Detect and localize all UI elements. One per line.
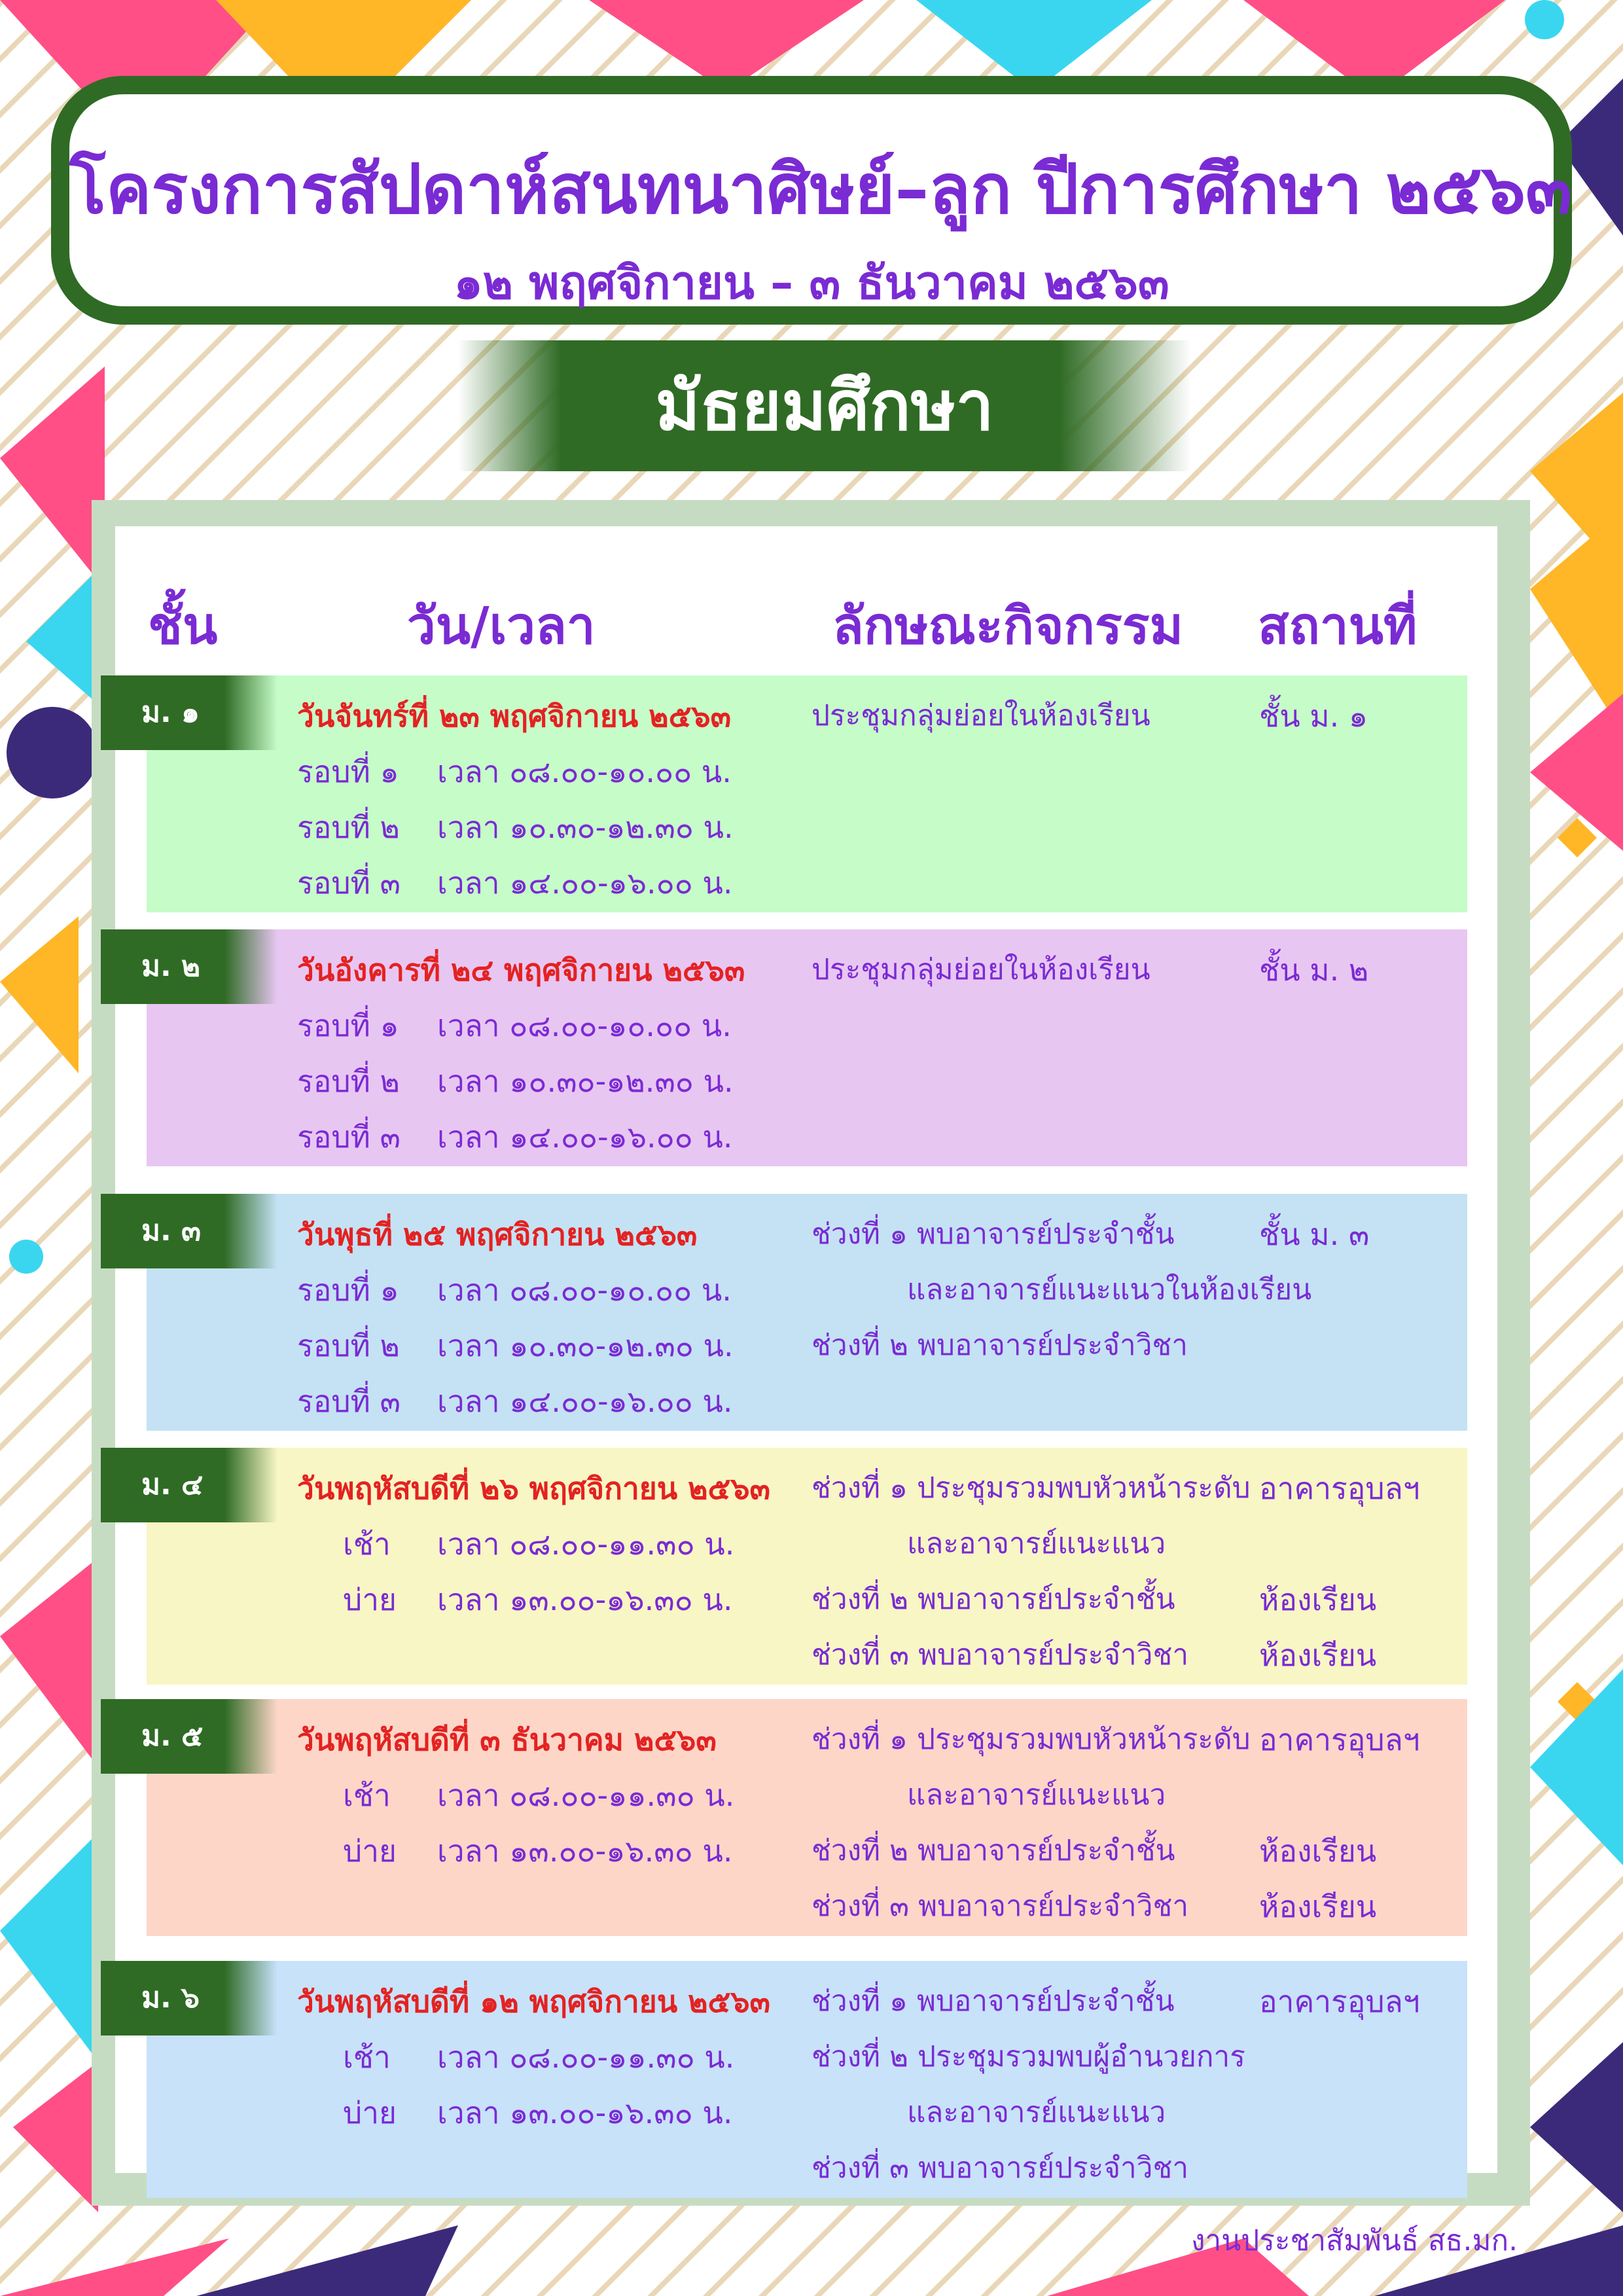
schedule-row <box>141 1961 1467 2198</box>
activity-place: ชั้น ม. ๒ <box>1259 952 1369 988</box>
row-date: วันจันทร์ที่ ๒๓ พฤศจิกายน ๒๕๖๓ <box>297 698 732 734</box>
session-label: รอบที่ ๑ <box>297 1272 399 1308</box>
grade-tag: ม. ๓ <box>101 1194 277 1268</box>
activity-text: ช่วงที่ ๑ พบอาจารย์ประจำชั้น <box>812 1984 1175 2018</box>
session-label: เช้า <box>343 1778 391 1813</box>
column-header-activity: ลักษณะกิจกรรม <box>832 597 1184 656</box>
grade-tag: ม. ๕ <box>101 1699 277 1774</box>
schedule-row <box>141 929 1467 1166</box>
page-title: โครงการสัปดาห์สนทนาศิษย์–ลูก ปีการศึกษา ๒๕๖๓ <box>69 149 1573 229</box>
session-time: เวลา ๐๘.๐๐-๑๑.๓๐ น. <box>437 1778 735 1813</box>
session-time: เวลา ๑๔.๐๐-๑๖.๐๐ น. <box>437 1119 733 1155</box>
level-banner: มัธยมศึกษา <box>458 340 1191 471</box>
date-range: ๑๒ พฤศจิกายน – ๓ ธันวาคม ๒๕๖๓ <box>454 256 1169 310</box>
schedule-row <box>141 1194 1467 1431</box>
activity-place: อาคารอุบลฯ <box>1259 1984 1420 2019</box>
schedule-row <box>141 1448 1467 1685</box>
activity-text: ช่วงที่ ๓ พบอาจารย์ประจำวิชา <box>812 2151 1189 2185</box>
activity-text: ช่วงที่ ๓ พบอาจารย์ประจำวิชา <box>812 1638 1189 1672</box>
session-time: เวลา ๐๘.๐๐-๑๐.๐๐ น. <box>437 1272 732 1308</box>
session-label: รอบที่ ๑ <box>297 754 399 789</box>
activity-text: และอาจารย์แนะแนว <box>907 1778 1166 1812</box>
session-time: เวลา ๐๘.๐๐-๑๑.๓๐ น. <box>437 1526 735 1562</box>
activity-text: ประชุมกลุ่มย่อยในห้องเรียน <box>812 699 1150 732</box>
activity-place: ห้องเรียน <box>1259 1638 1377 1673</box>
activity-text: ช่วงที่ ๑ ประชุมรวมพบหัวหน้าระดับ <box>812 1471 1251 1505</box>
session-label: รอบที่ ๑ <box>297 1008 399 1043</box>
session-time: เวลา ๑๓.๐๐-๑๖.๓๐ น. <box>437 1582 733 1617</box>
activity-text: ช่วงที่ ๑ พบอาจารย์ประจำชั้น <box>812 1217 1175 1251</box>
title-box <box>51 76 1572 325</box>
activity-place: ห้องเรียน <box>1259 1889 1377 1924</box>
session-label: รอบที่ ๓ <box>297 1119 401 1155</box>
activity-text: ประชุมกลุ่มย่อยในห้องเรียน <box>812 953 1150 986</box>
grade-tag: ม. ๖ <box>101 1961 277 2036</box>
row-date: วันพฤหัสบดีที่ ๓ ธันวาคม ๒๕๖๓ <box>297 1722 717 1757</box>
activity-place: อาคารอุบลฯ <box>1259 1722 1420 1757</box>
column-header-grade: ชั้น <box>148 597 218 656</box>
activity-text: ช่วงที่ ๒ ประชุมรวมพบผู้อำนวยการ <box>812 2040 1245 2073</box>
activity-place: ชั้น ม. ๓ <box>1259 1217 1370 1252</box>
activity-place: ห้องเรียน <box>1259 1582 1377 1617</box>
grade-tag: ม. ๒ <box>101 929 277 1004</box>
activity-place: อาคารอุบลฯ <box>1259 1471 1420 1506</box>
activity-text: ช่วงที่ ๒ พบอาจารย์ประจำวิชา <box>812 1329 1188 1362</box>
session-time: เวลา ๑๔.๐๐-๑๖.๐๐ น. <box>437 865 733 901</box>
session-time: เวลา ๑๓.๐๐-๑๖.๓๐ น. <box>437 1833 733 1869</box>
row-date: วันอังคารที่ ๒๔ พฤศจิกายน ๒๕๖๓ <box>297 952 745 988</box>
session-label: รอบที่ ๒ <box>297 1328 400 1363</box>
schedule-row <box>141 1699 1467 1936</box>
session-time: เวลา ๑๐.๓๐-๑๒.๓๐ น. <box>437 810 734 845</box>
column-header-place: สถานที่ <box>1258 597 1418 656</box>
footer-credit: งานประชาสัมพันธ์ สธ.มก. <box>1191 2224 1518 2257</box>
schedule-frame <box>92 500 1530 2206</box>
session-time: เวลา ๑๓.๐๐-๑๖.๓๐ น. <box>437 2095 733 2130</box>
session-label: บ่าย <box>343 1582 397 1617</box>
session-label: รอบที่ ๒ <box>297 1064 400 1099</box>
session-time: เวลา ๐๘.๐๐-๑๐.๐๐ น. <box>437 754 732 789</box>
session-label: เช้า <box>343 2039 391 2075</box>
session-time: เวลา ๑๐.๓๐-๑๒.๓๐ น. <box>437 1328 734 1363</box>
schedule-row <box>141 675 1467 912</box>
session-label: รอบที่ ๓ <box>297 865 401 901</box>
schedule-table <box>115 526 1497 2185</box>
session-label: รอบที่ ๒ <box>297 810 400 845</box>
activity-text: ช่วงที่ ๓ พบอาจารย์ประจำวิชา <box>812 1890 1189 1923</box>
row-date: วันพุธที่ ๒๕ พฤศจิกายน ๒๕๖๓ <box>297 1217 698 1252</box>
row-date: วันพฤหัสบดีที่ ๒๖ พฤศจิกายน ๒๕๖๓ <box>297 1471 770 1506</box>
row-date: วันพฤหัสบดีที่ ๑๒ พฤศจิกายน ๒๕๖๓ <box>297 1984 770 2019</box>
activity-text: และอาจารย์แนะแนว <box>907 2096 1166 2129</box>
activity-text: ช่วงที่ ๒ พบอาจารย์ประจำชั้น <box>812 1583 1175 1616</box>
column-header-datetime: วัน/เวลา <box>407 597 596 656</box>
session-time: เวลา ๐๘.๐๐-๑๐.๐๐ น. <box>437 1008 732 1043</box>
session-time: เวลา ๐๘.๐๐-๑๑.๓๐ น. <box>437 2039 735 2075</box>
grade-tag: ม. ๑ <box>101 675 277 750</box>
activity-text: และอาจารย์แนะแนวในห้องเรียน <box>907 1273 1312 1306</box>
activity-place: ห้องเรียน <box>1259 1833 1377 1869</box>
session-time: เวลา ๑๔.๐๐-๑๖.๐๐ น. <box>437 1384 733 1419</box>
session-label: บ่าย <box>343 2095 397 2130</box>
activity-text: และอาจารย์แนะแนว <box>907 1527 1166 1560</box>
activity-text: ช่วงที่ ๑ ประชุมรวมพบหัวหน้าระดับ <box>812 1723 1251 1756</box>
session-label: รอบที่ ๓ <box>297 1384 401 1419</box>
activity-place: ชั้น ม. ๑ <box>1259 698 1368 734</box>
session-label: เช้า <box>343 1526 391 1562</box>
session-time: เวลา ๑๐.๓๐-๑๒.๓๐ น. <box>437 1064 734 1099</box>
session-label: บ่าย <box>343 1833 397 1869</box>
grade-tag: ม. ๔ <box>101 1448 277 1522</box>
activity-text: ช่วงที่ ๒ พบอาจารย์ประจำชั้น <box>812 1834 1175 1867</box>
